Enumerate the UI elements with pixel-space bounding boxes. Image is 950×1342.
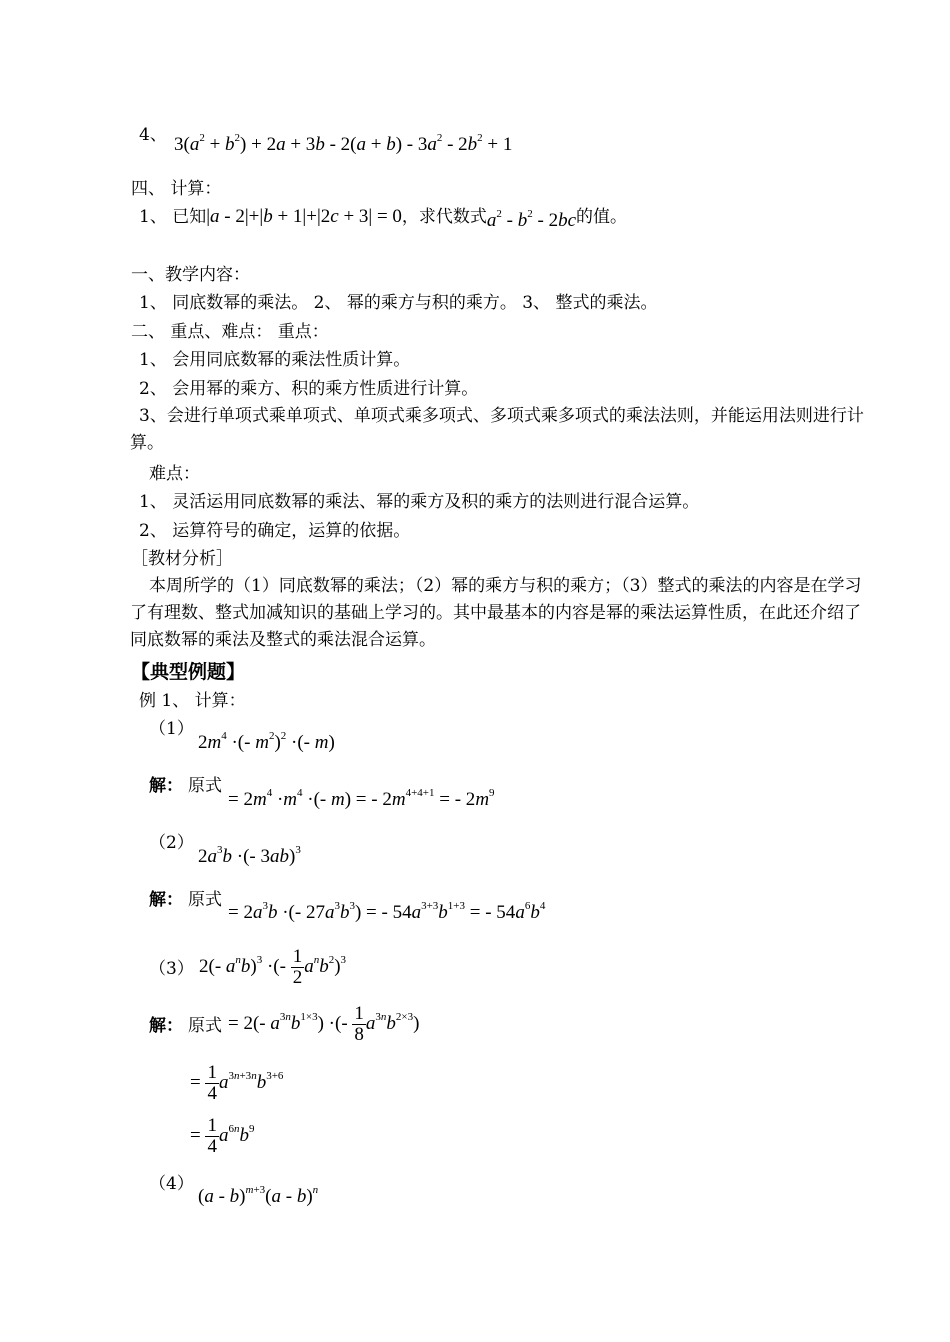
solution-3-line-2: = $\frac{1}{4}$ $a^{3n+3n}b^{3+6}$ [190,1062,284,1105]
examples-title: 【典型例题】 [131,661,246,683]
problem-2-expression: $2a^3b$ ·(- 3ab)$^3$ [198,844,301,867]
example-1-title: 例 1、 计算： [139,691,246,711]
sec4-question-1 [139,206,628,231]
key-point-3: 3、会进行单项式乘单项式、单项式乘多项式、多项式乘多项式的乘法法则，并能运用法则进行计算。 [130,406,864,453]
solution-label: 解： [149,890,183,910]
question-number: 4、 [139,125,167,145]
solution-3-line-1: = 2(- $a^{3n}b^{1\times 3}$) ·(- $\frac{1}{8}$ $a^{3n}b^{2\times 3}$) [228,1003,420,1046]
solution-1-expression: = $2m^4 \cdot m^4$ ·(- m) = - $2m^{4+4+1}$ = - $2m^9$ [228,787,495,810]
solution-prefix: 原式 [188,890,222,910]
content-title: 一、教学内容： [131,265,250,285]
solution-label: 解： [149,776,183,796]
difficulty-2: 2、 运算符号的确定，运算的依据。 [139,521,411,541]
difficulty-1: 1、 灵活运用同底数幂的乘法、幂的乘方及积的乘方的法则进行混合运算。 [139,492,700,512]
problem-4-expression: (a - b)$^{m+3}$(a - b)$^n$ [198,1184,319,1207]
q1-suffix: 的值。 [576,207,628,227]
problem-3-expression: 2(- $a^nb)^3$ ·(- $\frac{1}{2}$ $a^nb^2)^3$ [199,946,347,989]
q1-prefix: 1、 已知 [139,207,207,227]
q1-mid: ，求代数式 [401,207,487,227]
analysis-text: 本周所学的（1）同底数幂的乘法；（2）幂的乘方与积的乘方；（3）整式的乘法的内容是在学习了有理数、整式加减知识的基础上学习的。其中最基本的内容是幂的乘法运算性质，在此还介绍了同底数幂的乘法及整式的乘法混合运算。 [130,576,862,650]
solution-label: 解： [149,1016,183,1036]
solution-prefix: 原式 [188,776,222,796]
problem-2-label: （2） [149,833,194,853]
problem-4-label: （4） [149,1174,194,1194]
problem-1-expression: $2m^4$ ·(- $m^2)^2$ ·(- m) [198,730,335,753]
q4-expression: $3(a^2 + b^2) + 2a + 3b - 2(a + b) - 3a^2 - 2b^2 + 1$ [174,132,513,155]
analysis-title: ［教材分析］ [131,549,233,569]
key-point-1: 1、 会用同底数幂的乘法性质计算。 [139,350,411,370]
solution-prefix: 原式 [188,1016,222,1036]
content-items: 1、 同底数幂的乘法。 2、 幂的乘方与积的乘方。 3、 整式的乘法。 [139,293,658,313]
section-title: 四、 计算： [131,179,222,199]
solution-2-expression: = $2a^3b$ ·(- $27a^3b^3$) = - $54a^{3+3}b^{1+3}$ = - $54a^6b^4$ [228,900,546,923]
problem-1-label: （1） [149,719,194,739]
problem-3-label: （3） [149,959,194,979]
q1-expression: $a^2 - b^2 - 2bc$ [486,208,577,231]
key-title: 二、 重点、难点： 重点： [131,322,329,342]
key-point-2: 2、 会用幂的乘方、积的乘方性质进行计算。 [139,379,479,399]
solution-3-line-3: = $\frac{1}{4}$ $a^{6n}b^9$ [190,1115,255,1158]
difficulty-title: 难点： [149,464,200,484]
q1-condition: |a - 2|+|b + 1|+|2c + 3| = 0 [206,206,402,227]
